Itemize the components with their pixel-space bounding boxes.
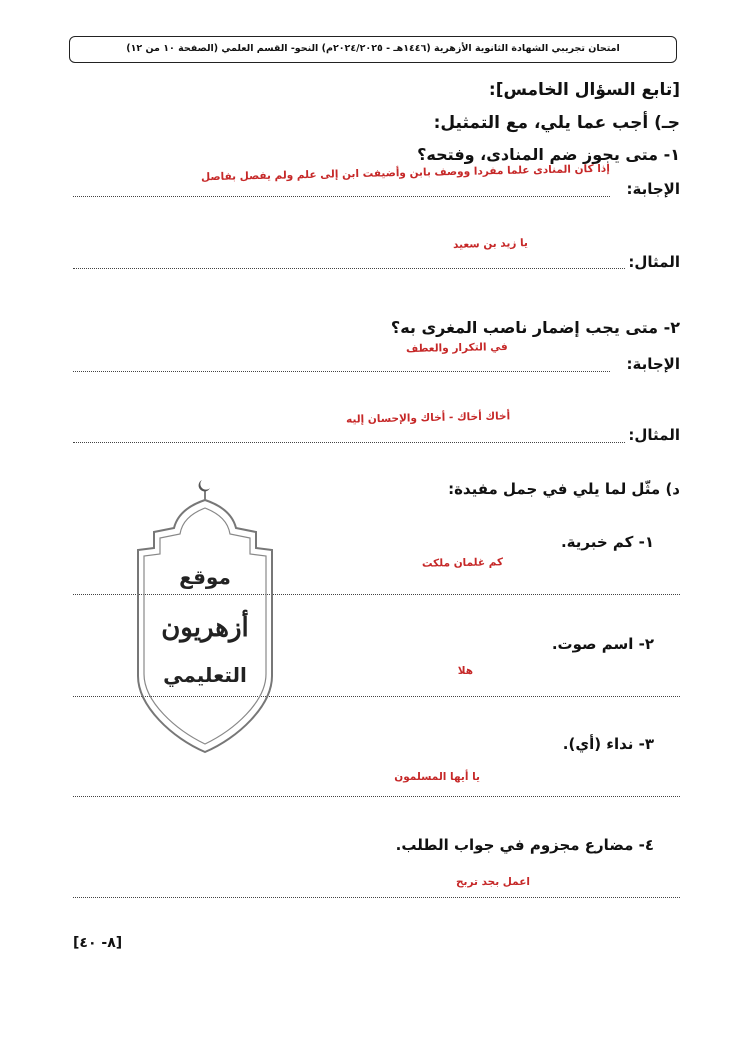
question-2: ٢- متى يجب إضمار ناصب المغرى به؟ [390,318,680,337]
answer-2-label: الإجابة: [626,355,680,373]
part-c-instruction: جـ) أجب عما يلي، مع التمثيل: [433,113,680,133]
answer-1-text: إذا كان المنادى علما مفردا ووصف بابن وأضيفت ابن إلى علم ولم يفصل بفاصل [201,162,611,184]
example-1-text: يا زيد بن سعيد [452,237,529,251]
item-2-label: ٢- اسم صوت. [551,635,654,653]
example-2-line [73,442,625,443]
item-4-answer: اعمل بجد تربح [455,876,530,888]
answer-2-line [73,371,610,372]
item-1-label: ١- كم خبرية. [560,533,654,551]
site-watermark-emblem [132,476,278,756]
crescent-icon [199,480,210,491]
example-2-label: المثال: [628,426,680,444]
watermark-line-1: موقع [179,565,231,589]
example-1-label: المثال: [628,253,680,271]
item-2-answer: هلا [457,665,473,677]
question-1: ١- متى يجوز ضم المنادى، وفتحه؟ [417,145,680,164]
item-1-answer: كم غلمان ملكت [421,556,504,570]
answer-1-label: الإجابة: [626,180,680,198]
item-4-label: ٤- مضارع مجزوم في جواب الطلب. [395,836,654,854]
item-3-answer: يا أيها المسلمون [394,771,480,783]
part-d-instruction: د) مثّل لما يلي في جمل مفيدة: [448,480,680,498]
answer-2-text: في التكرار والعطف [406,340,509,356]
exam-header: امتحان تجريبي الشهادة الثانوية الأزهرية (١٤٤٦هـ - ٢٠٢٤/٢٠٢٥م) النحو- القسم العلمي (الصفحة ١٠ من ١٢) [69,36,677,63]
example-1-line [73,268,625,269]
item-3-line [73,796,680,797]
watermark-line-2: أزهريون [161,613,249,643]
section-title: [تابع السؤال الخامس]: [488,80,680,100]
item-4-line [73,897,680,898]
item-3-label: ٣- نداء (أي). [562,735,654,753]
answer-1-line [73,196,610,197]
page-number: [٨- ٤٠] [73,935,123,951]
example-2-text: أخاك أخاك - أخاك والإحسان إليه [345,410,511,426]
watermark-line-3: التعليمي [163,663,247,687]
